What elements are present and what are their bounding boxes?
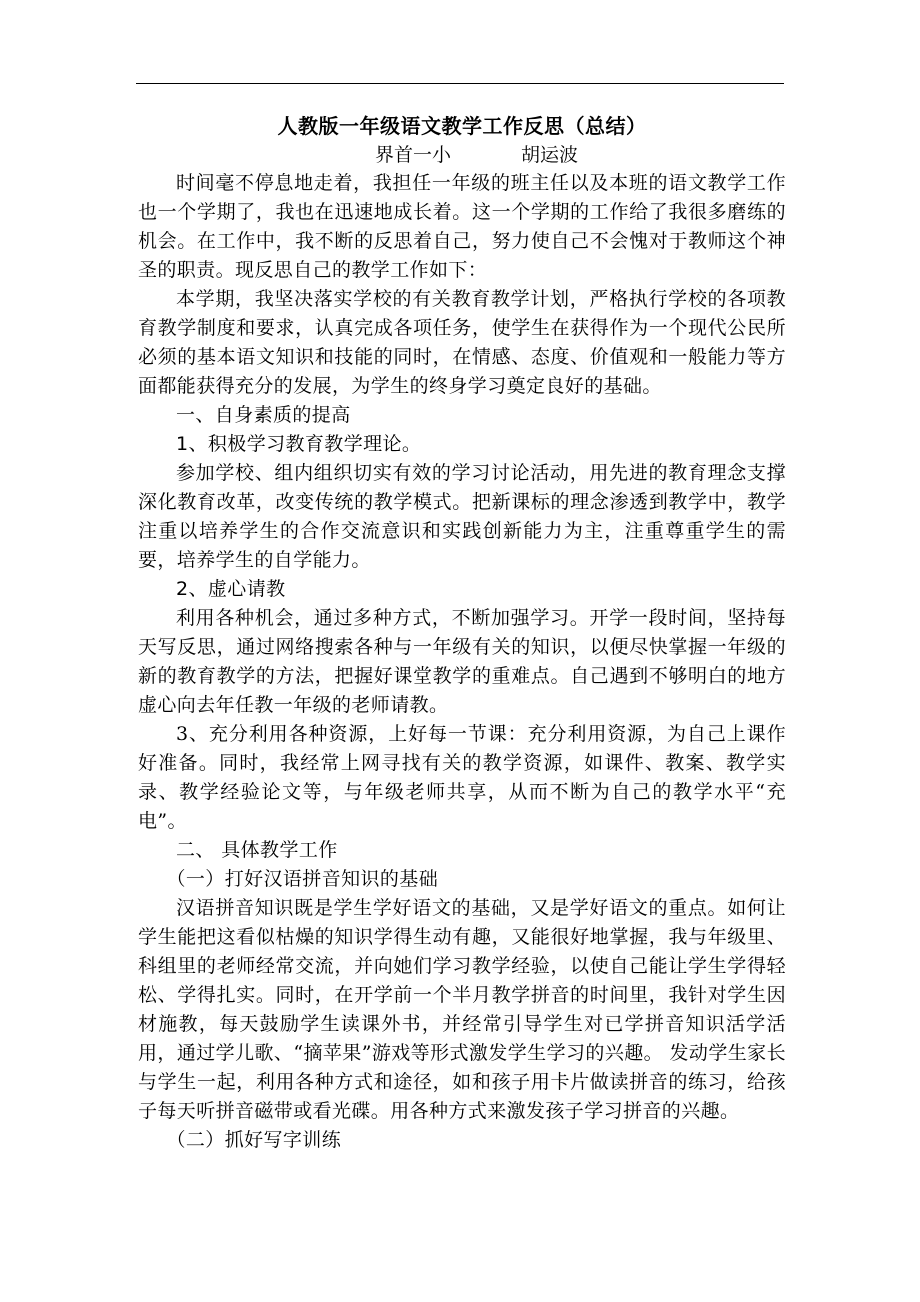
paragraph-intro: 时间毫不停息地走着，我担任一年级的班主任以及本班的语文教学工作也一个学期了，我也在迅速地成长着。这一个学期的工作给了我很多磨练的机会。在工作中，我不断的反思着自己，努力使自己不会愧对于教师这个神圣的职责。现反思自己的教学工作如下： xyxy=(138,172,786,281)
school-name: 界首一小 xyxy=(375,144,452,166)
paragraph-plan: 本学期，我坚决落实学校的有关教育教学计划，严格执行学校的各项教育教学制度和要求，认真完成各项任务，使学生在获得作为一个现代公民所必须的基本语文知识和技能的同时，在情感、态度、价值观和一般能力等方面都能获得充分的发展，为学生的终身学习奠定良好的基础。 xyxy=(138,288,786,397)
header-rule xyxy=(136,83,784,84)
section-heading-1: 一、自身素质的提高 xyxy=(176,404,351,426)
subsection-heading-1-1: 1、积极学习教育教学理论。 xyxy=(176,433,422,455)
document-title: 人教版一年级语文教学工作反思（总结） xyxy=(277,114,647,138)
author-name: 胡运波 xyxy=(521,144,579,166)
paragraph-consult: 利用各种机会，通过多种方式，不断加强学习。开学一段时间，坚持每天写反思，通过网络搜索各种与一年级有关的知识，以便尽快掌握一年级的新的教育教学的方法，把握好课堂教学的重难点。自己遇到不够明白的地方虚心向去年任教一年级的老师请教。 xyxy=(138,607,786,716)
byline xyxy=(138,141,786,170)
subsection-heading-2-2: （二）抓好写字训练 xyxy=(166,1129,342,1151)
section-heading-2: 二、 具体教学工作 xyxy=(176,839,338,861)
paragraph-theory: 参加学校、组内组织切实有效的学习讨论活动，用先进的教育理念支撑深化教育改革，改变传统的教学模式。把新课标的理念渗透到教学中，教学注重以培养学生的合作交流意识和实践创新能力为主，注重尊重学生的需要，培养学生的自学能力。 xyxy=(138,462,786,571)
paragraph-resources: 3、充分利用各种资源，上好每一节课：充分利用资源，为自己上课作好准备。同时，我经常上网寻找有关的教学资源，如课件、教案、教学实录、教学经验论文等，与年级老师共享，从而不断为自己的教学水平“充电”。 xyxy=(138,723,786,832)
document-page xyxy=(138,112,786,1155)
subsection-heading-1-2: 2、虚心请教 xyxy=(176,578,286,600)
paragraph-pinyin: 汉语拼音知识既是学生学好语文的基础，又是学好语文的重点。如何让学生能把这看似枯燥的知识学得生动有趣，又能很好地掌握，我与年级里、科组里的老师经常交流，并向她们学习教学经验，以使自己能让学生学得轻松、学得扎实。同时，在开学前一个半月教学拼音的时间里，我针对学生因材施教，每天鼓励学生读课外书，并经常引导学生对已学拼音知识活学活用，通过学儿歌、“摘苹果”游戏等形式激发学生学习的兴趣。 发动学生家长与学生一起，利用各种方式和途径，如和孩子用卡片做读拼音的练习，给孩子每天听拼音磁带或看光碟。用各种方式来激发孩子学习拼音的兴趣。 xyxy=(138,897,786,1122)
subsection-heading-2-1: （一）打好汉语拼音知识的基础 xyxy=(166,868,439,890)
